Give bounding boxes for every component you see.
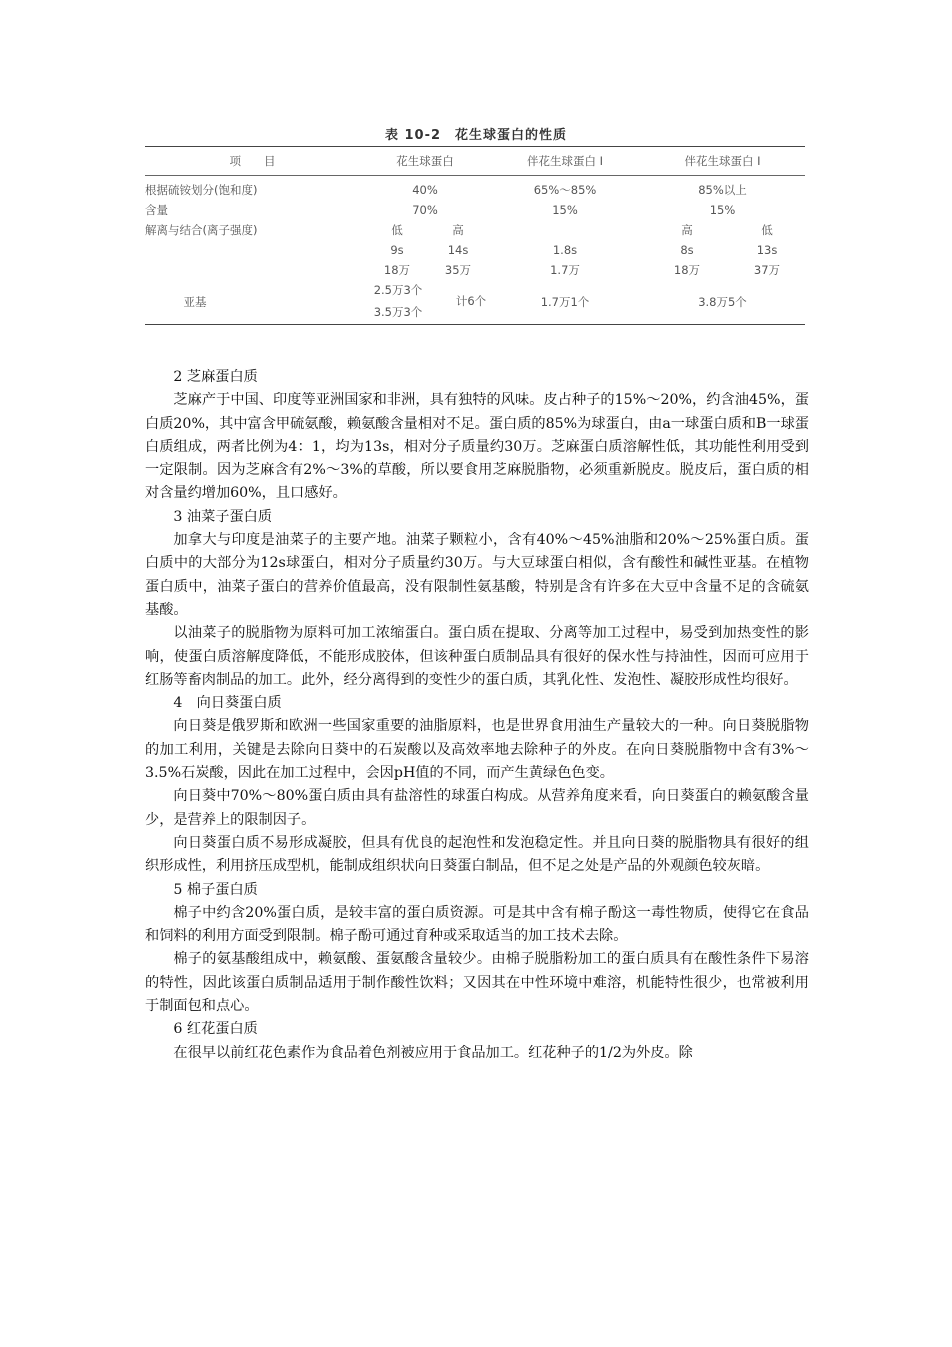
row-label: 根据硫铵划分(饱和度) [145,183,258,197]
row-label: 解离与结合(离子强度) [145,223,258,237]
table-cell: 40% [412,183,438,197]
header-conarachin-1: 伴花生球蛋白 I [526,154,604,168]
table-cell: 3.8万5个 [698,295,747,309]
table-cell: 85%以上 [698,183,747,197]
body-text [145,366,809,1065]
table-row [145,260,805,280]
table-header-row [145,147,805,176]
paragraph: 向日葵中70%～80%蛋白质由具有盐溶性的球蛋白构成。从营养角度来看，向日葵蛋白的赖氨酸含量少，是营养上的限制因子。 [145,788,809,828]
table-cell: 13s [756,243,778,257]
header-conarachin-2: 伴花生球蛋白 I [684,154,761,168]
section-heading: 4 向日葵蛋白质 [173,695,282,712]
paragraph: 向日葵是俄罗斯和欧洲一些国家重要的油脂原料，也是世界食用油生产量较大的一种。向日葵脱脂物的加工利用，关键是去除向日葵中的石炭酸以及高效率地去除种子的外皮。在向日葵脱脂物中含有3%～3.5%石炭酸，因此在加工过程中，会因pH值的不同，而产生黄绿色色变。 [145,718,809,782]
table-cell: 高 [681,223,693,237]
table-cell: 14s [447,243,469,257]
peanut-globulin-table [145,146,805,325]
paragraph: 芝麻产于中国、印度等亚洲国家和非洲，具有独特的风味。皮占种子的15%～20%，约含油45%，蛋白质20%，其中富含甲硫氨酸，赖氨酸含量相对不足。蛋白质的85%为球蛋白，由a一球蛋白质和B一球蛋白质组成，两者比例为4：1，均为13s，相对分子质量约30万。芝麻蛋白质溶解性低，其功能性利用受到一定限制。因为芝麻含有2%～3%的草酸，所以要食用芝麻脱脂物，必须重新脱皮。脱皮后，蛋白质的相对含量约增加60%，且口感好。 [145,392,809,502]
paragraph: 向日葵蛋白质不易形成凝胶，但具有优良的起泡性和发泡稳定性。并且向日葵的脱脂物具有很好的组织形成性，利用挤压成型机，能制成组织状向日葵蛋白制品，但不足之处是产品的外观颜色较灰暗。 [145,834,809,875]
table-cell: 高 [452,223,464,237]
table-cell: 65%～85% [533,183,597,197]
table-cell: 计6个 [455,294,487,308]
table-cell: 低 [761,223,773,237]
section-heading: 2 芝麻蛋白质 [173,369,258,385]
paragraph: 加拿大与印度是油菜子的主要产地。油菜子颗粒小，含有40%～45%油脂和20%～25%蛋白质。蛋白质中的大部分为12s球蛋白，相对分子质量约30万。与大豆球蛋白相似，含有酸性和碱性亚基。在植物蛋白质中，油菜子蛋白的营养价值最高，没有限制性氨基酸，特别是含有许多在大豆中含量不足的含硫氨基酸。 [145,532,809,618]
header-arachin: 花生球蛋白 [396,154,454,168]
table-cell: 70% [412,203,438,217]
row-label: 亚基 [183,295,207,309]
table-cell: 9s [390,243,404,257]
table-cell: 15% [552,203,578,217]
table-row [145,220,805,240]
table-cell: 2.5万3个 [373,283,423,297]
table-row [145,240,805,260]
table-row [145,180,805,200]
table-title: 表 10-2 花生球蛋白的性质 [384,128,568,143]
section-heading: 3 油菜子蛋白质 [173,508,273,525]
table-cell: 1.7万 [550,263,580,277]
section-heading: 5 棉子蛋白质 [173,881,258,898]
table-row [145,200,805,220]
paragraph: 棉子中约含20%蛋白质，是较丰富的蛋白质资源。可是其中含有棉子酚这一毒性物质，使得它在食品和饲料的利用方面受到限制。棉子酚可通过育种或采取适当的加工技术去除。 [145,904,809,945]
paragraph: 以油菜子的脱脂物为原料可加工浓缩蛋白。蛋白质在提取、分离等加工过程中，易受到加热变性的影响，使蛋白质溶解度降低，不能形成胶体，但该种蛋白质制品具有很好的保水性与持油性，因而可应用于红肠等畜肉制品的加工。此外，经分离得到的变性少的蛋白质，其乳化性、发泡性、凝胶形成性均很好。 [145,625,809,688]
table-cell: 8s [680,243,694,257]
table-cell: 18万 [673,263,701,277]
table-cell: 37万 [753,263,781,277]
section-heading: 6 红花蛋白质 [173,1021,258,1038]
table-cell: 35万 [444,263,472,277]
table-cell: 1.8s [552,243,578,257]
table-row [145,280,805,324]
header-item: 项 目 [229,154,276,168]
table-cell: 15% [709,203,736,217]
table-cell: 1.7万1个 [540,295,590,309]
paragraph: 棉子的氨基酸组成中，赖氨酸、蛋氨酸含量较少。由棉子脱脂粉加工的蛋白质具有在酸性条件下易溶的特性，因此该蛋白质制品适用于制作酸性饮料；又因其在中性环境中难溶，机能特性很少，也常被利用于制面包和点心。 [145,951,809,1015]
table-cell: 低 [391,223,403,237]
paragraph: 在很早以前红花色素作为食品着色剂被应用于食品加工。红花种子的1/2为外皮。除 [173,1044,693,1061]
table-cell: 3.5万3个 [373,305,423,319]
table-cell: 18万 [383,263,411,277]
row-label: 含量 [145,203,168,217]
